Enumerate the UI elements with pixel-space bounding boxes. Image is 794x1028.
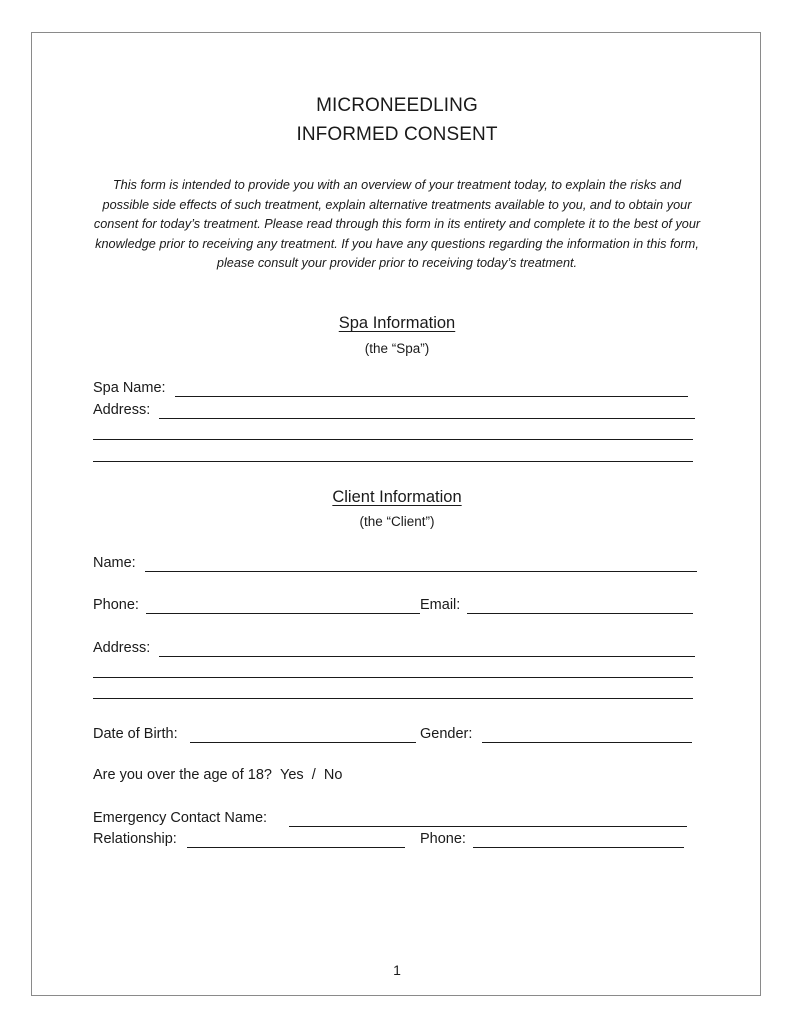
page-number: 1: [393, 962, 401, 978]
relationship-label: Relationship:: [93, 831, 177, 847]
relationship-field[interactable]: [187, 847, 405, 848]
client-email-label: Email:: [420, 597, 461, 613]
client-dob-field[interactable]: [190, 742, 416, 743]
client-gender-label: Gender:: [420, 726, 473, 742]
client-section-heading: Client Information: [332, 488, 462, 506]
age-question-text: Are you over the age of 18?: [93, 767, 272, 783]
spa-name-label: Spa Name:: [93, 380, 166, 396]
spa-name-field[interactable]: [175, 396, 688, 397]
spa-address-line-2[interactable]: [93, 439, 693, 440]
client-email-field[interactable]: [467, 613, 693, 614]
client-address-label: Address:: [93, 640, 151, 656]
age-question: [93, 767, 342, 783]
client-phone-field[interactable]: [146, 613, 420, 614]
client-address-field[interactable]: [159, 656, 695, 657]
spa-address-field[interactable]: [159, 418, 695, 419]
spa-section-heading: Spa Information: [338, 314, 456, 332]
emergency-contact-field[interactable]: [289, 826, 687, 827]
spa-address-line-3[interactable]: [93, 461, 693, 462]
client-address-line-2[interactable]: [93, 677, 693, 678]
client-name-label: Name:: [93, 555, 136, 571]
intro-paragraph: This form is intended to provide you with an overview of your treatment today, to explain the risks and possible side effects of such treatment, explain alternative treatments available to you, and to obtain your consent for today’s treatment. Please read through this form in its entirety and complete it to the best of your knowledge prior to receiving any treatment. If you have any questions regarding the information in this form, please consult your provider prior to receiving today’s treatment.: [93, 178, 701, 270]
spa-section-subheading: (the “Spa”): [364, 341, 430, 356]
emergency-contact-label: Emergency Contact Name:: [93, 810, 268, 826]
client-name-field[interactable]: [145, 571, 697, 572]
age-yes-option[interactable]: Yes: [280, 767, 304, 783]
age-no-option[interactable]: No: [323, 767, 343, 783]
client-gender-field[interactable]: [482, 742, 692, 743]
client-address-line-3[interactable]: [93, 698, 693, 699]
document-title-line2: INFORMED CONSENT: [296, 124, 498, 145]
spa-address-label: Address:: [93, 402, 151, 418]
document-title-line1: MICRONEEDLING: [316, 95, 478, 116]
age-option-separator: /: [311, 767, 316, 783]
client-dob-label: Date of Birth:: [93, 726, 178, 742]
emergency-phone-label: Phone:: [420, 831, 466, 847]
client-section-subheading: (the “Client”): [359, 514, 435, 529]
client-phone-label: Phone:: [93, 597, 139, 613]
emergency-phone-field[interactable]: [473, 847, 684, 848]
